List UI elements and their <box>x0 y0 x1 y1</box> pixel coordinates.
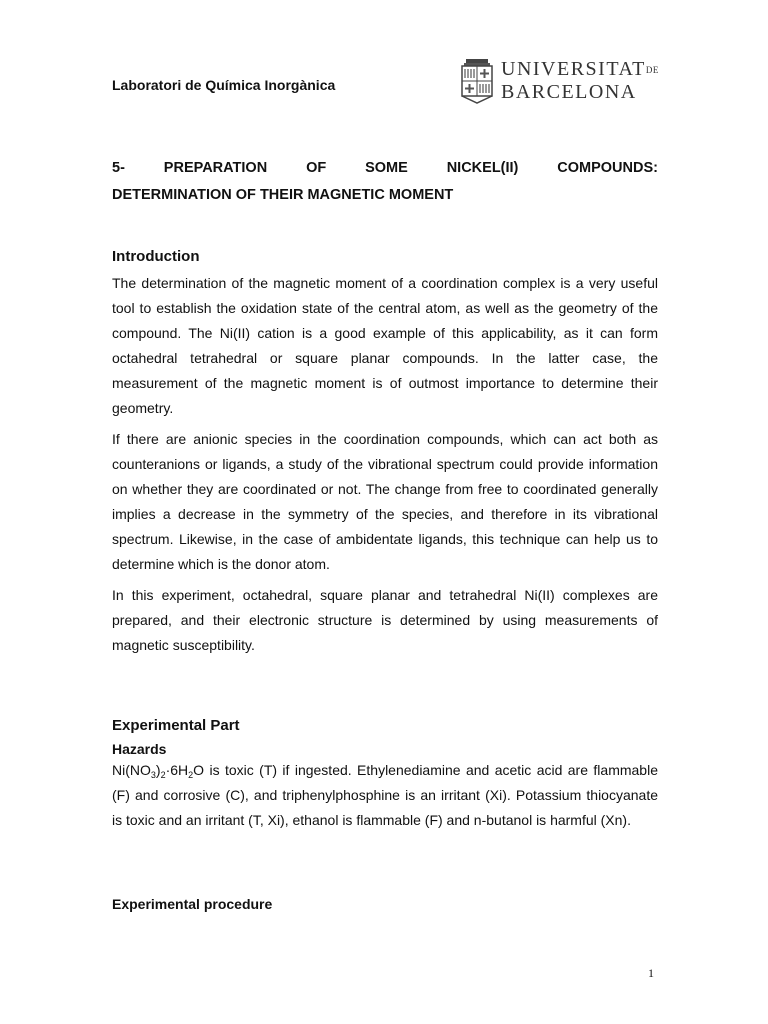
logo-text <box>501 58 659 103</box>
logo-word-universitat: UNIVERSITAT <box>501 58 646 80</box>
title-line-1 <box>112 155 658 182</box>
formula-part: Ni(NO <box>112 762 151 778</box>
experimental-section <box>112 717 658 839</box>
title-word: 5- <box>112 160 125 176</box>
logo-word-de: DE <box>645 65 659 75</box>
title-word: SOME <box>365 160 408 176</box>
intro-paragraph-1: The determination of the magnetic moment of a coordination complex is a very useful tool to establish the oxidation state of the central atom, as well as the geometry of the compound. The Ni(II) cation is a good example of this applicability, as it can form octahedral tetrahedral or square planar compounds. In the latter case, the measurement of the magnetic moment is of outmost importance to determine their geometry. <box>112 275 658 416</box>
title-word: NICKEL(II) <box>446 160 519 176</box>
hazards-heading: Hazards <box>112 741 167 757</box>
introduction-section <box>112 248 658 664</box>
experimental-heading: Experimental Part <box>112 717 240 734</box>
title-word: OF <box>306 160 327 176</box>
title-word: COMPOUNDS: <box>557 160 658 176</box>
formula-subscript: 2 <box>160 770 166 780</box>
formula-part: ) <box>155 762 161 778</box>
introduction-heading: Introduction <box>112 248 200 265</box>
hazards-paragraph <box>112 758 658 833</box>
formula-part: O <box>193 762 205 778</box>
formula-subscript: 2 <box>188 770 194 780</box>
logo-line-1 <box>501 58 659 81</box>
page-number: 1 <box>648 966 654 980</box>
university-crest-icon <box>459 58 495 104</box>
document-title <box>112 155 658 209</box>
title-line-2: DETERMINATION OF THEIR MAGNETIC MOMENT <box>112 187 454 203</box>
title-word: PREPARATION <box>163 160 268 176</box>
intro-paragraph-2: If there are anionic species in the coordination compounds, which can act both as counteranions or ligands, a study of the vibrational spectrum could provide information on whether they are coordinated or not. The change from free to coordinated generally implies a decrease in the symmetry of the species, and therefore in its vibrational spectrum. Likewise, in the case of ambidentate ligands, this technique can help us to determine which is the donor atom. <box>112 431 658 572</box>
formula-part: ·6H <box>165 762 189 778</box>
intro-paragraph-3: In this experiment, octahedral, square planar and tetrahedral Ni(II) complexes are prepared, and their electronic structure is determined by using measurements of magnetic susceptibility. <box>112 587 658 653</box>
lab-name: Laboratori de Química Inorgànica <box>112 77 336 93</box>
procedure-heading: Experimental procedure <box>112 896 273 912</box>
formula-subscript: 3 <box>150 770 156 780</box>
logo-line-2: BARCELONA <box>501 81 637 103</box>
university-logo <box>459 58 659 106</box>
hazards-text: is toxic (T) if ingested. Ethylenediamine and acetic acid are flammable (F) and corrosive (C), and triphenylphosphine is an irritant (Xi). Potassium thiocyanate is toxic and an irritant (T, Xi), ethanol is flammable (F) and n-butanol is harmful (Xn). <box>112 762 658 828</box>
